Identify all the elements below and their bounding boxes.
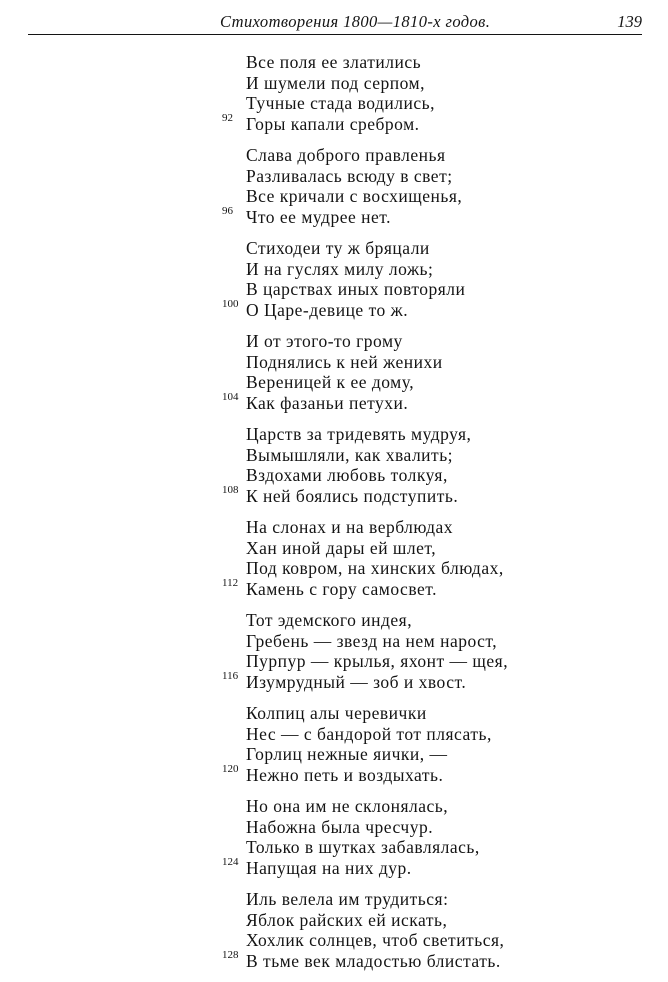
stanza xyxy=(0,331,668,424)
poem-text xyxy=(0,52,668,982)
verse-line: 116 Изумрудный — зоб и хвост. xyxy=(222,669,467,692)
verse-line: Вздохами любовь толкуя, xyxy=(246,465,448,485)
verse-line: 100 О Царе-девице то ж. xyxy=(222,297,409,320)
verse-line: 108 К ней боялись подступить. xyxy=(222,483,459,506)
line-number: 108 xyxy=(222,483,239,496)
verse-line: И на гуслях милу ложь; xyxy=(246,258,434,279)
verse-line: Хохлик солнцев, чтоб светиться, xyxy=(246,930,505,950)
line-number: 128 xyxy=(222,948,239,961)
verse-line: Слава доброго правленья xyxy=(246,145,446,165)
line-number: 104 xyxy=(222,390,239,403)
verse-line: Нес — с бандорой тот плясать, xyxy=(246,723,492,744)
running-title: Стихотворения 1800—1810-х годов. xyxy=(220,12,491,31)
verse-line: Стиходеи ту ж бряцали xyxy=(246,238,430,258)
stanza xyxy=(0,796,668,889)
verse-line: Набожна была чресчур. xyxy=(246,816,434,837)
line-number: 92 xyxy=(222,111,233,124)
verse-line: И шумели под серпом, xyxy=(246,72,425,93)
verse-line: 96 Что ее мудрее нет. xyxy=(222,204,391,227)
stanza xyxy=(0,703,668,796)
line-number: 120 xyxy=(222,762,239,775)
verse-line: На слонах и на верблюдах xyxy=(246,517,454,537)
verse-line: Только в шутках забавлялась, xyxy=(246,837,480,857)
stanza xyxy=(0,238,668,331)
verse-line: Хан иной дары ей шлет, xyxy=(246,537,437,558)
verse-line: Вереницей к ее дому, xyxy=(246,372,415,392)
verse-line: Но она им не склонялась, xyxy=(246,796,449,816)
verse-line: 124 Напущая на них дур. xyxy=(222,855,412,878)
verse-line: Пурпур — крылья, яхонт — щея, xyxy=(246,651,509,671)
verse-line: Горлиц нежные яички, — xyxy=(246,744,448,764)
verse-line: Тот эдемского индея, xyxy=(246,610,413,630)
stanza xyxy=(0,517,668,610)
verse-line: Поднялись к ней женихи xyxy=(246,351,443,372)
verse-line: Колпиц алы черевички xyxy=(246,703,427,723)
verse-line: 128 В тьме век младостью блистать. xyxy=(222,948,501,971)
verse-line: Яблок райских ей искать, xyxy=(246,909,448,930)
line-number: 124 xyxy=(222,855,239,868)
verse-line: 92 Горы капали сребром. xyxy=(222,111,420,134)
line-number: 116 xyxy=(222,669,239,682)
line-number: 112 xyxy=(222,576,239,589)
stanza xyxy=(0,889,668,982)
verse-line: Под ковром, на хинских блюдах, xyxy=(246,558,504,578)
stanza xyxy=(0,145,668,238)
verse-line: Иль велела им трудиться: xyxy=(246,889,449,909)
verse-line: 104 Как фазаньи петухи. xyxy=(222,390,409,413)
verse-line: Вымышляли, как хвалить; xyxy=(246,444,454,465)
verse-line: В царствах иных повторяли xyxy=(246,279,466,299)
stanza xyxy=(0,52,668,145)
line-number: 100 xyxy=(222,297,239,310)
verse-line: Все кричали с восхищенья, xyxy=(246,186,463,206)
stanza xyxy=(0,610,668,703)
verse-line: Гребень — звезд на нем нарост, xyxy=(246,630,498,651)
verse-line: Все поля ее златились xyxy=(246,52,422,72)
verse-line: И от этого-то грому xyxy=(246,331,403,351)
verse-line: Тучные стада водились, xyxy=(246,93,435,113)
running-header xyxy=(28,6,642,34)
verse-line: Разливалась всюду в свет; xyxy=(246,165,453,186)
header-rule xyxy=(28,34,642,35)
stanza xyxy=(0,424,668,517)
verse-line: Царств за тридевять мудруя, xyxy=(246,424,472,444)
page-number: 139 xyxy=(617,12,642,31)
line-number: 96 xyxy=(222,204,233,217)
verse-line: 120 Нежно петь и воздыхать. xyxy=(222,762,444,785)
verse-line: 112 Камень с гору самосвет. xyxy=(222,576,437,599)
